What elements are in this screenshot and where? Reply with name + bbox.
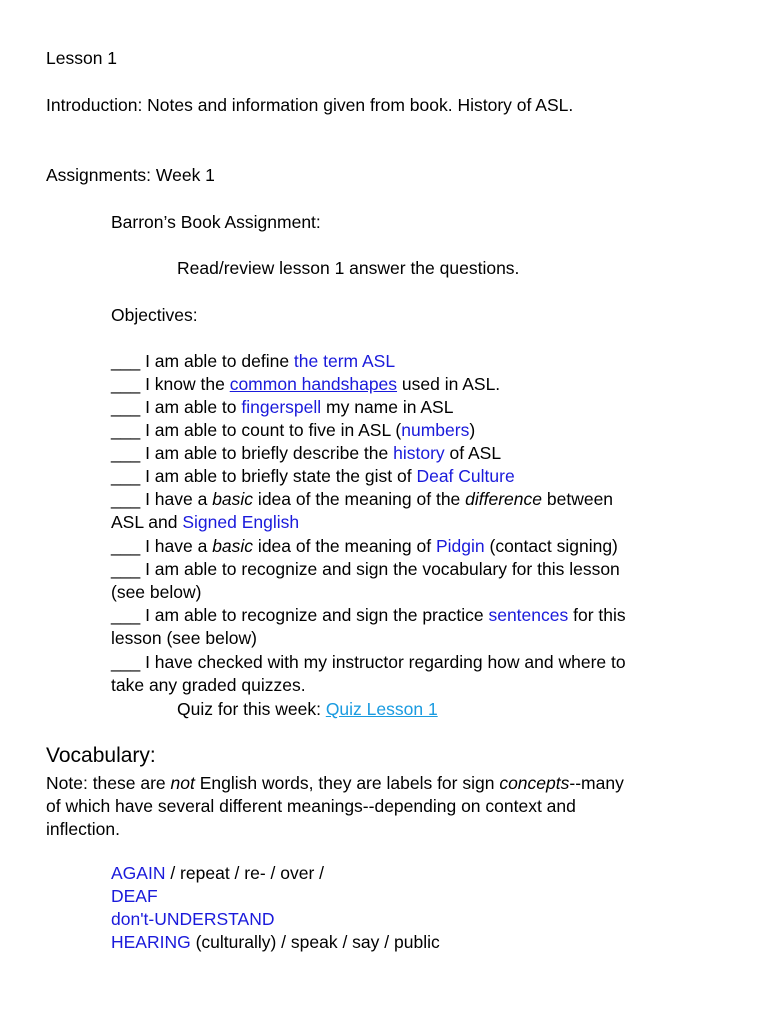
- sentences-link[interactable]: sentences: [488, 605, 569, 625]
- barrons-assignment-heading: Barron’s Book Assignment:: [111, 212, 321, 232]
- objective-item: ___ I have checked with my instructor regarding how and where to: [111, 652, 626, 672]
- checkbox-blank: ___: [111, 420, 141, 440]
- checkbox-blank: ___: [111, 443, 141, 463]
- objective-item: ___ I have a basic idea of the meaning of the difference between: [111, 489, 614, 509]
- checkbox-blank: ___: [111, 489, 141, 509]
- signed-english-link[interactable]: Signed English: [182, 512, 300, 532]
- checkbox-blank: ___: [111, 605, 141, 625]
- vocab-item: HEARING (culturally) / speak / say / public: [111, 932, 440, 952]
- objective-item: ___ I am able to count to five in ASL (numbers): [111, 420, 476, 440]
- assignments-heading: Assignments: Week 1: [46, 165, 215, 185]
- objective-item: ___ I am able to recognize and sign the practice sentences for this: [111, 605, 626, 625]
- vocab-word-link[interactable]: DEAF: [111, 886, 158, 906]
- pidgin-link[interactable]: Pidgin: [435, 536, 485, 556]
- checkbox-blank: ___: [111, 559, 141, 579]
- vocabulary-note: Note: these are not English words, they are labels for sign concepts--many: [46, 773, 624, 793]
- read-review-text: Read/review lesson 1 answer the questions.: [177, 258, 520, 278]
- objective-item: ___ I have a basic idea of the meaning of Pidgin (contact signing): [111, 536, 618, 556]
- deaf-culture-link[interactable]: Deaf Culture: [416, 466, 515, 486]
- objective-item: ___ I am able to recognize and sign the vocabulary for this lesson: [111, 559, 620, 579]
- objective-item: ___ I know the common handshapes used in ASL.: [111, 374, 501, 394]
- objective-continuation: lesson (see below): [111, 628, 257, 648]
- quiz-lesson-link[interactable]: Quiz Lesson 1: [325, 699, 438, 719]
- vocabulary-heading: Vocabulary:: [46, 744, 156, 767]
- vocab-item: [111, 908, 274, 930]
- objective-continuation: take any graded quizzes.: [111, 675, 306, 695]
- objectives-heading: Objectives:: [111, 305, 198, 325]
- lesson-title: Lesson 1: [46, 48, 118, 68]
- term-asl-link[interactable]: the term ASL: [293, 351, 396, 371]
- vocab-item: [111, 885, 158, 907]
- vocab-word-link[interactable]: HEARING: [111, 932, 191, 952]
- history-link[interactable]: history: [393, 443, 445, 463]
- objective-continuation: ASL and Signed English: [111, 512, 300, 532]
- checkbox-blank: ___: [111, 466, 141, 486]
- objective-item: ___ I am able to fingerspell my name in ASL: [111, 397, 454, 417]
- vocab-item: AGAIN / repeat / re- / over /: [111, 863, 325, 883]
- vocab-word-link[interactable]: don't-UNDERSTAND: [111, 909, 275, 929]
- checkbox-blank: ___: [111, 397, 141, 417]
- introduction-text: Introduction: Notes and information given from book. History of ASL.: [46, 95, 574, 115]
- vocab-word-link[interactable]: AGAIN: [111, 863, 166, 883]
- objective-item: ___ I am able to briefly state the gist of Deaf Culture: [111, 466, 515, 486]
- objective-continuation: (see below): [111, 582, 202, 602]
- checkbox-blank: ___: [111, 536, 141, 556]
- objective-item: ___ I am able to define the term ASL: [111, 351, 396, 371]
- checkbox-blank: ___: [111, 652, 141, 672]
- checkbox-blank: ___: [111, 351, 141, 371]
- fingerspell-link[interactable]: fingerspell: [241, 397, 322, 417]
- checkbox-blank: ___: [111, 374, 141, 394]
- common-handshapes-link[interactable]: common handshapes: [229, 374, 398, 394]
- quiz-line: Quiz for this week: Quiz Lesson 1: [177, 699, 438, 719]
- objective-item: ___ I am able to briefly describe the history of ASL: [111, 443, 502, 463]
- vocabulary-note-line: of which have several different meanings--depending on context and: [46, 796, 576, 816]
- vocabulary-note-line: inflection.: [46, 819, 120, 839]
- numbers-link[interactable]: numbers: [401, 420, 470, 440]
